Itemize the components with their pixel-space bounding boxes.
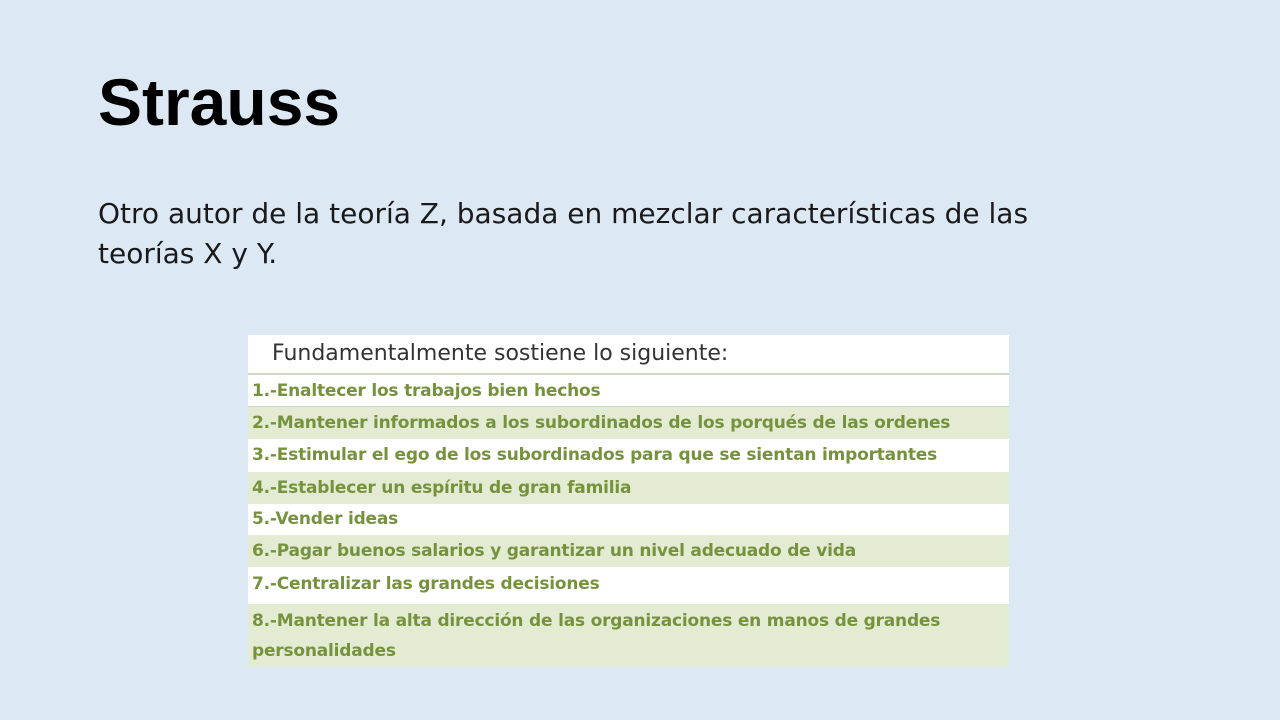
principles-list [248,375,1009,667]
list-item: 5.-Vender ideas [248,504,1009,535]
slide-title: Strauss [98,65,341,139]
table-heading: Fundamentalmente sostiene lo siguiente: [248,335,1009,375]
principles-table [248,335,1009,667]
list-item: 3.-Estimular el ego de los subordinados para que se sientan importantes [248,439,1009,472]
list-item: 8.-Mantener la alta dirección de las organizaciones en manos de grandes personalidades [248,604,1009,667]
list-item: 7.-Centralizar las grandes decisiones [248,567,1009,604]
list-item: 6.-Pagar buenos salarios y garantizar un nivel adecuado de vida [248,535,1009,567]
list-item: 1.-Enaltecer los trabajos bien hechos [248,375,1009,407]
list-item: 2.-Mantener informados a los subordinados de los porqués de las ordenes [248,407,1009,439]
slide-body-text: Otro autor de la teoría Z, basada en mezclar características de las teorías X y Y. [98,197,1029,270]
list-item: 4.-Establecer un espíritu de gran familia [248,472,1009,504]
